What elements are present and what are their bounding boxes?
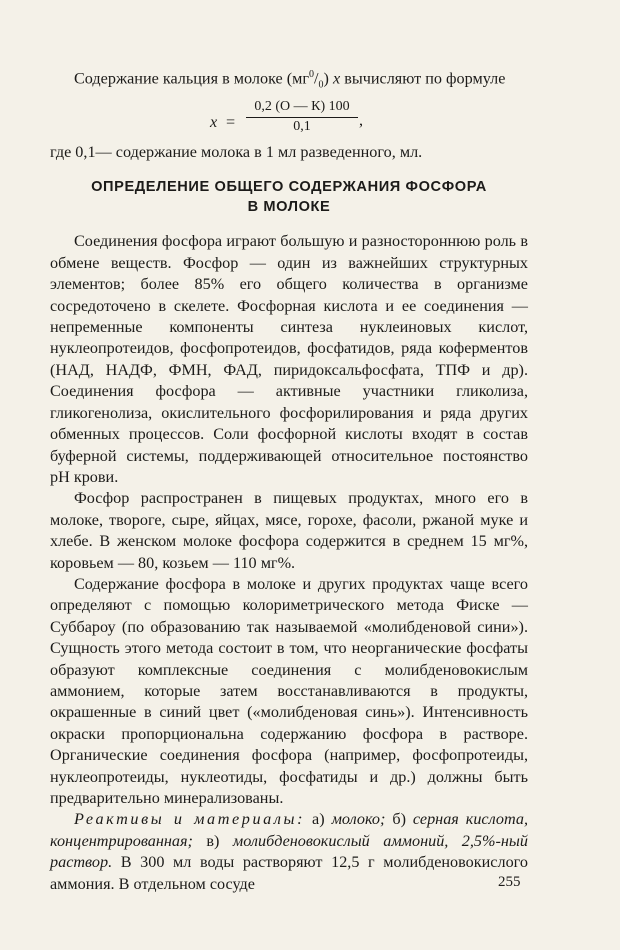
intro-paren-close: )	[323, 69, 333, 88]
formula-numerator: 0,2 (О — К) 100	[246, 98, 358, 118]
intro-paragraph	[50, 64, 528, 96]
heading-line-1: ОПРЕДЕЛЕНИЕ ОБЩЕГО СОДЕРЖАНИЯ ФОСФОРА	[91, 179, 487, 196]
intro-text-end: вычисляют по формуле	[340, 69, 506, 88]
paragraph-2: Фосфор распространен в пищевых продуктах, много его в молоке, твороге, сыре, яйцах, мясе, горохе, фасоли, ржаной муке и хлебе. В женском молоке фосфора содержится в среднем 15 мг%, коровьем — 80, козьем — 110 мг%.	[50, 489, 528, 572]
section-heading	[50, 177, 528, 217]
unit-subscript: 0	[318, 79, 324, 91]
paragraph-4	[50, 809, 528, 895]
formula-fraction	[246, 98, 358, 136]
page-body	[50, 64, 528, 895]
variable-x: x	[332, 69, 341, 88]
paragraph-1: Соединения фосфора играют большую и разностороннюю роль в обмене веществ. Фосфор — один из важнейших структурных элементов; более 85% его общего количества в организме сосредоточено в скелете. Фосфорная кислота и ее соединения — непременные компоненты синтеза нуклеиновых кислот, нуклеопротеидов, фосфопротеидов, фосфатидов, ряда коферментов (НАД, НАДФ, ФМН, ФАД, пиридоксальфосфата, ТПФ и др). Соединения фосфора — активные участники гликолиза, гликогенолиза, окислительного фосфорилирования и ряда других обменных процессов. Соли фосфорной кислоты входят в состав буферной системы, поддерживающей относительное постоянство pH крови.	[50, 232, 528, 486]
formula-equals: =	[226, 113, 236, 132]
item-c: молибденовокислый аммоний, 2,5%-ный раствор.	[50, 831, 528, 872]
page-number: 255	[498, 874, 521, 890]
reagents-label: Реактивы и материалы:	[74, 810, 306, 829]
paragraph-3: Содержание фосфора в молоке и других продуктах чаще всего определяют с помощью колориметрического метода Фиске — Суббароу (по образованию так называемой «молибденовой сини»). Сущность этого метода состоит в том, что неорганические фосфаты образуют комплексные соединения с молибденовокислым аммонием, которые затем восстанавливаются в продукты, окрашенные в синий цвет («молибденовая синь»). Интенсивность окраски пропорциональна содержанию фосфора в растворе. Органические соединения фосфора (например, фосфопротеиды, нуклеопротеиды, нуклеотиды, фосфатиды и др.) должны быть предварительно минерализованы.	[50, 574, 528, 807]
heading-line-2: В МОЛОКЕ	[247, 199, 331, 216]
item-a-prefix: а)	[305, 810, 332, 829]
item-a: молоко;	[331, 810, 386, 829]
item-c-prefix: в)	[192, 831, 233, 850]
formula	[50, 98, 528, 138]
formula-denominator: 0,1	[293, 119, 311, 135]
intro-text: Содержание кальция в молоке (мг	[74, 69, 310, 88]
item-b-prefix: б)	[385, 810, 413, 829]
unit-slash: /	[314, 69, 319, 88]
unit-superscript: 0	[309, 69, 315, 80]
item-b: серная кислота, концентрированная;	[50, 810, 528, 850]
formula-lhs: x	[210, 113, 218, 132]
formula-comma: ,	[359, 111, 364, 130]
where-line: где 0,1— содержание молока в 1 мл разведенного, мл.	[50, 143, 423, 162]
paragraph-4-rest: В 300 мл воды растворяют 12,5 г молибденовокислого аммония. В отдельном сосуде	[50, 853, 528, 893]
